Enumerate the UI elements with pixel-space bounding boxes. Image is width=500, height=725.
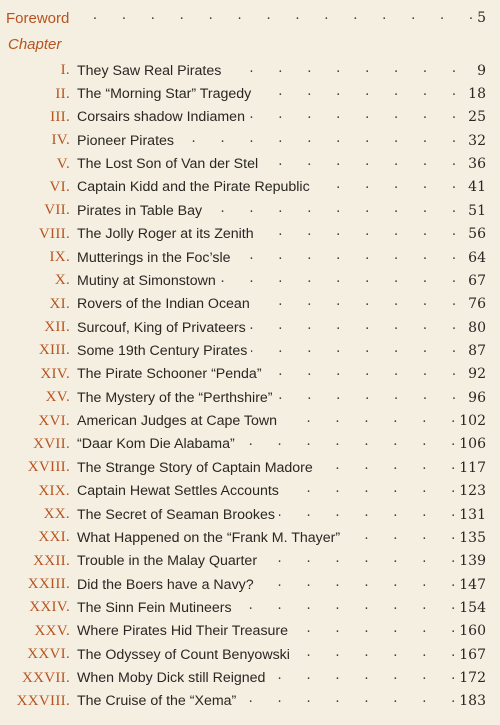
- chapter-title: Rovers of the Indian Ocean: [77, 296, 250, 313]
- chapter-title: Corsairs shadow Indiamen: [77, 109, 245, 126]
- chapter-number: XII.: [44, 319, 70, 336]
- chapter-entry: [77, 553, 486, 569]
- chapter-number: X.: [54, 272, 70, 289]
- dot-leader: [279, 507, 455, 523]
- chapter-number: II.: [55, 85, 70, 102]
- chapter-entry: [77, 413, 486, 429]
- chapter-page-number: 147: [459, 576, 486, 593]
- chapter-page-number: 32: [468, 132, 486, 149]
- dot-leader: [178, 133, 456, 149]
- chapter-number: XXIV.: [29, 599, 70, 616]
- chapter-entry: [77, 203, 486, 219]
- chapter-row: [0, 339, 500, 362]
- chapter-number: XXVI.: [27, 646, 70, 663]
- chapter-title: Captain Kidd and the Pirate Republic: [77, 179, 310, 196]
- chapter-page-number: 36: [468, 156, 486, 173]
- chapter-title: Captain Hewat Settles Accounts: [77, 483, 279, 500]
- dot-leader: [262, 156, 456, 172]
- chapter-page-number: 76: [468, 296, 486, 313]
- chapter-number: XVIII.: [27, 459, 70, 476]
- chapter-number: IV.: [51, 132, 70, 149]
- chapter-title: Pioneer Pirates: [77, 132, 174, 149]
- foreword-title: Foreword: [6, 9, 70, 27]
- chapter-number: XXII.: [33, 552, 70, 569]
- chapter-row: [0, 666, 500, 689]
- dot-leader: [344, 530, 455, 546]
- chapter-entry: [77, 600, 486, 616]
- chapter-number: IX.: [49, 249, 70, 266]
- chapter-title: “Daar Kom Die Alabama”: [77, 436, 235, 453]
- chapter-row: [0, 620, 500, 643]
- foreword-page-number: 5: [477, 10, 486, 26]
- chapter-page-number: 135: [459, 529, 486, 546]
- chapter-row: [0, 223, 500, 246]
- chapter-row: [0, 386, 500, 409]
- chapter-row: [0, 363, 500, 386]
- dot-leader: [258, 226, 456, 242]
- chapter-entry: [77, 460, 486, 476]
- chapter-number: XVII.: [33, 435, 70, 452]
- dot-leader: [314, 179, 456, 195]
- chapter-row: [0, 409, 500, 432]
- chapter-page-number: 123: [459, 483, 486, 500]
- chapter-title: Some 19th Century Pirates: [77, 342, 248, 359]
- chapter-entry: [77, 250, 486, 266]
- chapter-title: They Saw Real Pirates: [77, 62, 222, 79]
- chapter-title: Pirates in Table Bay: [77, 202, 203, 219]
- chapter-title: The Lost Son of Van der Stel: [77, 156, 259, 173]
- chapter-title: Trouble in the Malay Quarter: [77, 553, 258, 570]
- chapter-number: III.: [50, 108, 70, 125]
- chapter-entry: [77, 133, 486, 149]
- chapter-entry: [77, 320, 486, 336]
- chapter-page-number: 92: [468, 366, 486, 383]
- chapter-row: [0, 316, 500, 339]
- chapter-row: [0, 293, 500, 316]
- dot-leader: [236, 600, 456, 616]
- chapter-number: I.: [60, 62, 70, 79]
- chapter-entry: [77, 179, 486, 195]
- chapter-page-number: 102: [459, 413, 486, 430]
- chapter-title: The Sinn Fein Mutineers: [77, 599, 232, 616]
- chapter-entry: [77, 507, 486, 523]
- chapter-page-number: 80: [468, 319, 486, 336]
- dot-leader: [225, 63, 456, 79]
- dot-leader: [73, 10, 473, 26]
- chapter-row: [0, 596, 500, 619]
- chapter-number: XIV.: [40, 365, 70, 382]
- chapter-entry: [77, 86, 486, 102]
- dot-leader: [240, 693, 455, 709]
- chapter-page-number: 117: [459, 459, 486, 476]
- chapter-row: [0, 59, 500, 82]
- chapter-row: [0, 573, 500, 596]
- chapter-row: [0, 503, 500, 526]
- chapter-number: V.: [56, 155, 70, 172]
- chapter-row: [0, 690, 500, 713]
- chapter-entry: [77, 109, 486, 125]
- chapter-page-number: 41: [468, 179, 486, 196]
- chapter-page-number: 154: [459, 599, 486, 616]
- chapter-row: [0, 176, 500, 199]
- chapter-title: Surcouf, King of Privateers: [77, 319, 246, 336]
- chapter-title: The Secret of Seaman Brookes: [77, 506, 275, 523]
- chapter-number: XXVII.: [21, 669, 70, 686]
- chapter-number: XIII.: [38, 342, 70, 359]
- chapter-page-number: 96: [468, 389, 486, 406]
- chapter-page-number: 160: [459, 623, 486, 640]
- chapter-title: Mutterings in the Foc’sle: [77, 249, 231, 266]
- chapter-title: Did the Boers have a Navy?: [77, 576, 254, 593]
- dot-leader: [269, 670, 455, 686]
- chapter-number: VII.: [44, 202, 70, 219]
- chapter-row: [0, 550, 500, 573]
- dot-leader: [261, 553, 455, 569]
- chapter-page-number: 172: [459, 670, 486, 687]
- chapter-title: The Strange Story of Captain Madore: [77, 459, 313, 476]
- chapter-page-number: 25: [468, 109, 486, 126]
- dot-leader: [239, 436, 456, 452]
- chapter-entry: [77, 390, 486, 406]
- dot-leader: [266, 366, 456, 382]
- chapter-entry: [77, 226, 486, 242]
- chapter-entry: [77, 483, 486, 499]
- chapter-page-number: 106: [459, 436, 486, 453]
- chapter-number: XIX.: [38, 482, 70, 499]
- chapter-entry: [77, 647, 486, 663]
- chapter-page-number: 139: [459, 553, 486, 570]
- chapter-row: [0, 106, 500, 129]
- chapter-number: XI.: [49, 295, 70, 312]
- dot-leader: [235, 250, 456, 266]
- chapter-number: XV.: [45, 389, 70, 406]
- chapter-entry: [77, 623, 486, 639]
- dot-leader: [258, 577, 456, 593]
- dot-leader: [317, 460, 455, 476]
- chapter-entry: [77, 156, 486, 172]
- chapter-number: XXI.: [38, 529, 70, 546]
- chapter-number: XXIII.: [27, 576, 70, 593]
- chapter-entry: [77, 273, 486, 289]
- chapter-title: The Cruise of the “Xema”: [77, 693, 237, 710]
- chapter-number: XX.: [43, 506, 70, 522]
- chapter-row: [0, 129, 500, 152]
- chapter-title: The Jolly Roger at its Zenith: [77, 226, 254, 243]
- dot-leader: [255, 86, 456, 102]
- chapter-number: VI.: [49, 178, 70, 195]
- dot-leader: [206, 203, 456, 219]
- chapter-row: [0, 643, 500, 666]
- chapter-title: American Judges at Cape Town: [77, 413, 278, 430]
- dot-leader: [283, 483, 455, 499]
- chapter-title: The “Morning Star” Tragedy: [77, 86, 252, 103]
- chapter-title: Mutiny at Simonstown: [77, 272, 216, 289]
- chapter-page-number: 67: [468, 272, 486, 289]
- chapter-entry: [77, 693, 486, 709]
- chapter-row: [0, 152, 500, 175]
- chapter-title: Where Pirates Hid Their Treasure: [77, 623, 289, 640]
- chapter-row: [0, 269, 500, 292]
- chapter-page-number: 56: [468, 226, 486, 243]
- chapter-page-number: 131: [459, 506, 486, 523]
- chapter-page-number: 183: [459, 693, 486, 710]
- chapter-title: The Odyssey of Count Benyowski: [77, 646, 290, 663]
- chapter-title: When Moby Dick still Reigned: [77, 670, 266, 687]
- chapter-entry: [77, 577, 486, 593]
- chapter-page-number: 167: [459, 646, 486, 663]
- dot-leader: [277, 390, 456, 406]
- chapter-number: XVI.: [38, 412, 70, 429]
- foreword-entry: [6, 6, 486, 30]
- chapter-row: [0, 526, 500, 549]
- chapter-entry: [77, 366, 486, 382]
- chapter-entry: [77, 343, 486, 359]
- chapter-row: [0, 479, 500, 502]
- chapter-entry: [77, 63, 486, 79]
- chapter-page-number: 51: [468, 202, 486, 219]
- chapter-page-number: 18: [468, 86, 486, 103]
- dot-leader: [254, 296, 456, 312]
- chapter-row: [0, 456, 500, 479]
- chapter-page-number: 87: [468, 342, 486, 359]
- chapter-heading: Chapter: [8, 36, 62, 53]
- chapter-number: XXV.: [34, 622, 70, 639]
- dot-leader: [250, 320, 456, 336]
- chapter-title: The Pirate Schooner “Penda”: [77, 366, 262, 383]
- dot-leader: [294, 647, 455, 663]
- chapter-row: [0, 82, 500, 105]
- chapter-row: [0, 433, 500, 456]
- chapter-number: XXVIII.: [16, 692, 70, 709]
- chapter-entry: [77, 670, 486, 686]
- chapter-row: [0, 199, 500, 222]
- chapter-title: The Mystery of the “Perthshire”: [77, 389, 273, 406]
- chapter-entry: [77, 436, 486, 452]
- chapter-number: VIII.: [38, 225, 70, 242]
- chapter-page-number: 9: [477, 62, 486, 79]
- dot-leader: [292, 623, 455, 639]
- chapter-row: [0, 246, 500, 269]
- chapter-title: What Happened on the “Frank M. Thayer”: [77, 529, 341, 546]
- chapter-entry: [77, 296, 486, 312]
- chapter-list: [0, 59, 500, 713]
- chapter-entry: [77, 530, 486, 546]
- dot-leader: [281, 413, 455, 429]
- dot-leader: [249, 109, 456, 125]
- dot-leader: [220, 273, 456, 289]
- dot-leader: [251, 343, 456, 359]
- chapter-page-number: 64: [468, 249, 486, 266]
